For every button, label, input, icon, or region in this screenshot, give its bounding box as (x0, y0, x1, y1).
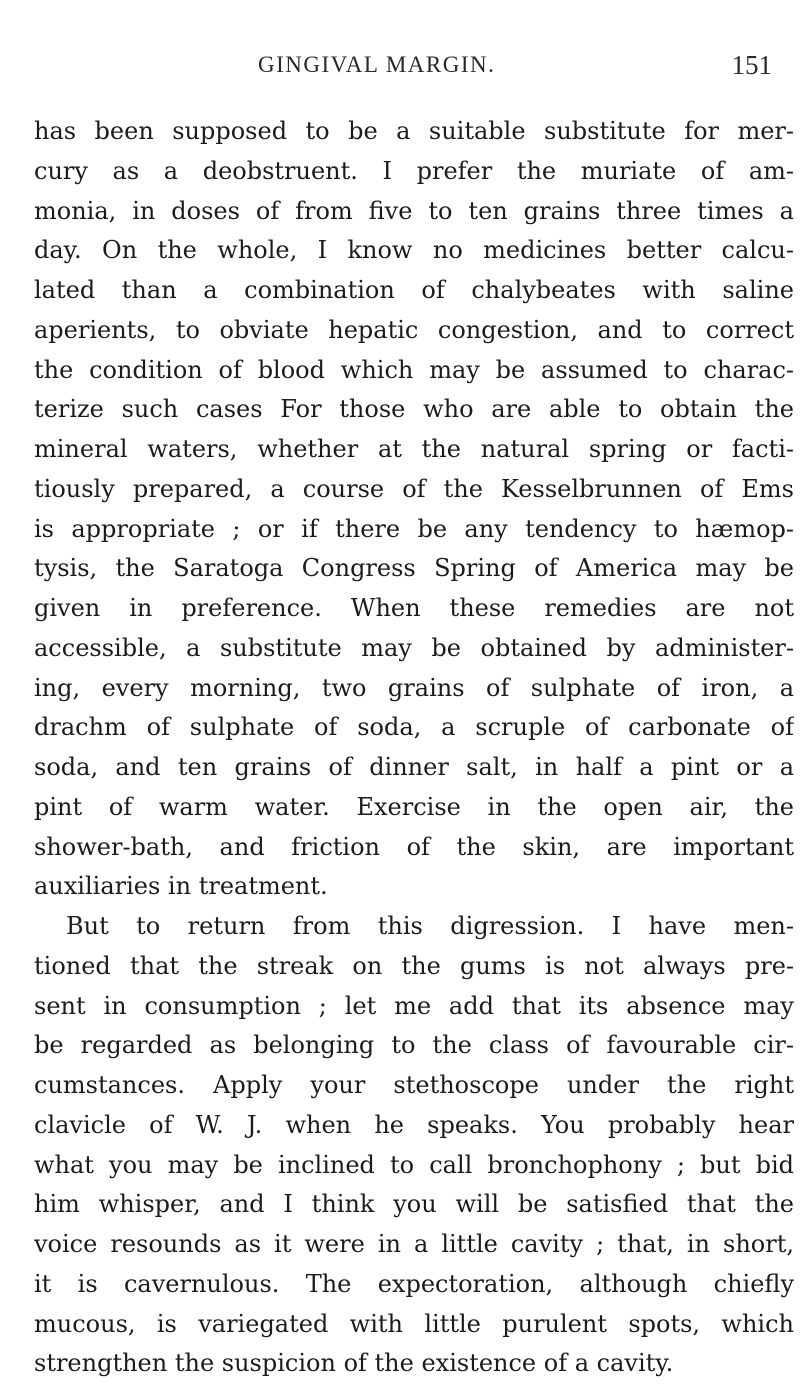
text-line: what you may be inclined to call bronchophony ; but bid (34, 1150, 794, 1179)
text-line: tysis, the Saratoga Congress Spring of America may be (34, 554, 794, 583)
text-line: lated than a combination of chalybeates with saline (34, 276, 794, 304)
text-line: cury as a deobstruent. I prefer the muriate of am- (34, 156, 794, 185)
text-line: drachm of sulphate of soda, a scruple of carbonate of (34, 713, 794, 742)
text-line: accessible, a substitute may be obtained by administer- (34, 633, 794, 662)
text-line: shower-bath, and friction of the skin, are important (34, 832, 794, 861)
text-line: pint of warm water. Exercise in the open air, the (34, 792, 794, 821)
running-head: GINGIVAL MARGIN. (258, 52, 496, 77)
text-line: ing, every morning, two grains of sulphate of iron, a (34, 673, 794, 702)
text-line: terize such cases For those who are able to obtain the (34, 395, 794, 424)
text-line: tiously prepared, a course of the Kesselbrunnen of Ems (34, 474, 794, 503)
text-line: strengthen the suspicion of the existence of a cavity. (34, 1349, 674, 1378)
text-line: But to return from this digression. I have men- (66, 912, 794, 940)
body-text (34, 112, 794, 1384)
text-line: voice resounds as it were in a little cavity ; that, in short, (34, 1230, 794, 1258)
text-line: aperients, to obviate hepatic congestion, and to correct (34, 315, 794, 344)
text-line: him whisper, and I think you will be satisfied that the (34, 1190, 794, 1219)
text-line: it is cavernulous. The expectoration, although chiefly (34, 1269, 794, 1298)
text-line: has been supposed to be a suitable substitute for mer- (34, 117, 794, 145)
text-line: auxiliaries in treatment. (34, 872, 328, 901)
paragraph (34, 112, 794, 907)
text-line: tioned that the streak on the gums is not always pre- (34, 951, 794, 980)
text-line: the condition of blood which may be assumed to charac- (34, 355, 794, 384)
text-line: sent in consumption ; let me add that its absence may (34, 991, 794, 1020)
text-line: day. On the whole, I know no medicines better calcu- (34, 236, 794, 265)
text-line: given in preference. When these remedies are not (34, 594, 794, 622)
text-line: mineral waters, whether at the natural spring or facti- (34, 435, 794, 463)
text-line: monia, in doses of from five to ten grains three times a (34, 196, 794, 225)
paragraph (34, 907, 794, 1384)
text-line: cumstances. Apply your stethoscope under the right (34, 1071, 794, 1099)
text-line: soda, and ten grains of dinner salt, in half a pint or a (34, 753, 794, 781)
page-number: 151 (731, 50, 772, 80)
text-line: is appropriate ; or if there be any tendency to hæmop- (34, 514, 794, 543)
text-line: be regarded as belonging to the class of favourable cir- (34, 1031, 794, 1060)
text-line: mucous, is variegated with little purulent spots, which (34, 1309, 794, 1338)
text-line: clavicle of W. J. when he speaks. You probably hear (34, 1110, 794, 1139)
